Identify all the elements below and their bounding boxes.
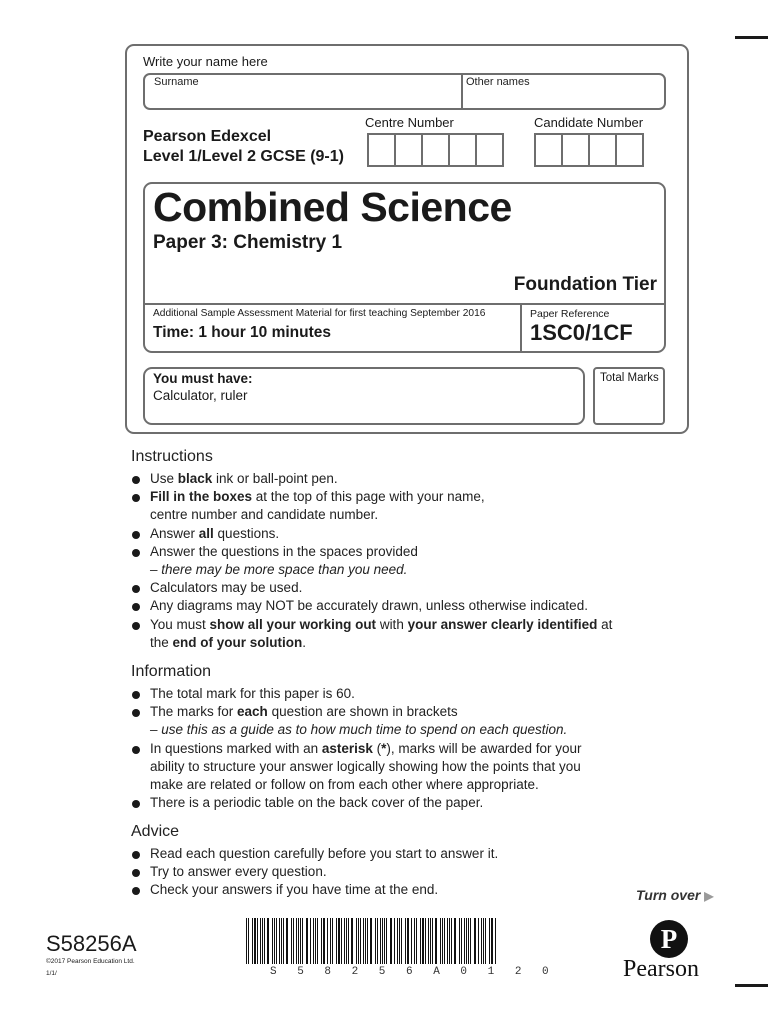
barcode-bar — [302, 918, 303, 964]
crop-mark-top-right — [735, 36, 768, 39]
text: ink or ball-point pen. — [212, 471, 338, 486]
candidate-number-boxes — [534, 133, 642, 167]
list-item — [131, 794, 691, 812]
advice-list — [131, 845, 691, 900]
surname-label: Surname — [154, 76, 199, 88]
text: Check your answers if you have time at the end. — [150, 882, 439, 898]
barcode-bar — [260, 918, 261, 964]
barcode-bar — [468, 918, 469, 964]
barcode-bar — [407, 918, 409, 964]
list-item — [131, 881, 691, 899]
digit-box — [615, 133, 644, 167]
paper-reference-label: Paper Reference — [530, 308, 610, 320]
barcode-text: S 5 8 2 5 6 A 0 1 2 0 — [270, 966, 556, 978]
barcode-bar — [246, 918, 247, 964]
crop-mark-bottom-right — [735, 984, 768, 987]
barcode-bar — [367, 918, 368, 964]
barcode-bar — [279, 918, 280, 964]
qualification-level: Level 1/Level 2 GCSE (9-1) — [143, 148, 344, 165]
pearson-logo-text: Pearson — [623, 956, 699, 982]
paper-title: Paper 3: Chemistry 1 — [153, 232, 343, 253]
turn-over — [636, 887, 713, 903]
barcode-bar — [363, 918, 364, 964]
barcode-bar — [425, 918, 426, 964]
barcode-bar — [390, 918, 392, 964]
turn-over-label: Turn over — [636, 887, 701, 903]
title-divider — [145, 303, 664, 305]
barcode-bar — [254, 918, 256, 964]
barcode-bar — [495, 918, 496, 964]
text: Use — [150, 471, 178, 486]
list-item — [131, 543, 691, 579]
text: You must — [150, 616, 210, 632]
barcode-bar — [344, 918, 345, 964]
list-item — [131, 488, 691, 524]
text: question are shown in brackets — [267, 704, 458, 720]
barcode-bar — [459, 918, 460, 964]
barcode-bar — [474, 918, 476, 964]
text: The marks for — [150, 704, 238, 720]
text: questions. — [213, 525, 280, 541]
list-item — [131, 845, 691, 863]
page-code: 1/1/ — [46, 970, 57, 977]
barcode-bar — [447, 918, 448, 964]
barcode-bar — [267, 918, 269, 964]
barcode-bar — [310, 918, 311, 964]
barcode-bar — [358, 918, 359, 964]
italic-note: – there may be more space than you need. — [150, 562, 408, 578]
italic-note: – use this as a guide as to how much time to spend on each question. — [150, 722, 568, 738]
barcode-bar — [466, 918, 467, 964]
additional-sample-text: Additional Sample Assessment Material for first teaching September 2016 — [153, 308, 486, 319]
barcode-bar — [264, 918, 265, 964]
write-name-label: Write your name here — [143, 54, 268, 69]
barcode-bar — [401, 918, 402, 964]
must-have-box — [143, 367, 585, 425]
candidate-number-label: Candidate Number — [534, 115, 644, 130]
barcode-bar — [449, 918, 450, 964]
barcode-bar — [274, 918, 275, 964]
centre-number-boxes — [367, 133, 502, 167]
text: There is a periodic table on the back cover of the paper. — [150, 795, 484, 811]
total-marks-label: Total Marks — [600, 372, 659, 384]
barcode-bar — [293, 918, 294, 964]
emphasis: each — [237, 704, 268, 720]
must-have-items: Calculator, ruler — [153, 388, 248, 403]
barcode-bar — [300, 918, 301, 964]
barcode-bar — [317, 918, 318, 964]
instructions-list — [131, 470, 691, 652]
barcode-bar — [298, 918, 299, 964]
barcode-bar — [276, 918, 277, 964]
emphasis: black — [177, 471, 213, 486]
emphasis: all — [198, 525, 214, 541]
barcode-bar — [464, 918, 465, 964]
digit-box — [421, 133, 450, 167]
barcode-bar — [491, 918, 493, 964]
barcode-bar — [332, 918, 333, 964]
emphasis: Fill in the boxes — [150, 489, 253, 505]
list-item — [131, 703, 691, 739]
text: Read each question carefully before you start to answer it. — [150, 846, 499, 861]
barcode-bar — [470, 918, 471, 964]
barcode-bar — [397, 918, 398, 964]
paper-code: S58256A — [46, 931, 137, 956]
barcode-bar — [478, 918, 479, 964]
barcode-bar — [386, 918, 387, 964]
barcode-bar — [461, 918, 462, 964]
text: The total mark for this paper is 60. — [150, 686, 355, 701]
other-names-label: Other names — [466, 76, 530, 88]
barcode-bar — [348, 918, 349, 964]
information-heading: Information — [131, 663, 212, 680]
text: Calculators may be used. — [150, 580, 303, 596]
barcode-bar — [252, 918, 253, 964]
barcode-bar — [356, 918, 357, 964]
list-item — [131, 470, 691, 488]
barcode-bar — [375, 918, 376, 964]
barcode-bar — [405, 918, 406, 964]
copyright: ©2017 Pearson Education Ltd. — [46, 958, 135, 965]
board-name: Pearson Edexcel — [143, 128, 272, 145]
barcode-bar — [365, 918, 366, 964]
emphasis: asterisk — [321, 740, 373, 756]
pearson-logo-mark — [650, 920, 688, 958]
barcode-bar — [411, 918, 412, 964]
text: . — [302, 634, 307, 650]
barcode-bar — [432, 918, 433, 964]
emphasis: show all your working out — [209, 616, 377, 632]
must-have-label: You must have: — [153, 371, 253, 386]
barcode-bar — [382, 918, 383, 964]
barcode-bar — [346, 918, 347, 964]
text: Answer — [150, 525, 199, 541]
text: Any diagrams may NOT be accurately drawn, unless otherwise indicated. — [150, 598, 588, 614]
list-item — [131, 685, 691, 703]
barcode-bar — [291, 918, 292, 964]
text: ( — [372, 740, 382, 756]
text: Answer the questions in the spaces provided — [150, 543, 418, 559]
list-item — [131, 616, 691, 652]
subject-title: Combined Science — [153, 184, 512, 230]
list-item — [131, 597, 691, 615]
barcode-bar — [399, 918, 400, 964]
text: centre number and candidate number. — [150, 507, 379, 523]
barcode-bar — [451, 918, 452, 964]
barcode — [244, 918, 502, 966]
barcode-bar — [257, 918, 258, 964]
barcode-bar — [313, 918, 314, 964]
name-box — [143, 73, 666, 110]
text: with — [376, 616, 408, 632]
barcode-bar — [248, 918, 249, 964]
barcode-bar — [422, 918, 424, 964]
barcode-bar — [435, 918, 437, 964]
digit-box — [394, 133, 423, 167]
title-box — [143, 182, 666, 353]
barcode-bar — [323, 918, 325, 964]
emphasis: end of your solution — [172, 634, 303, 650]
name-divider — [461, 75, 463, 108]
barcode-bar — [330, 918, 331, 964]
triangle-right-icon: ▶ — [704, 889, 714, 903]
digit-box — [534, 133, 563, 167]
barcode-bar — [414, 918, 415, 964]
barcode-bar — [481, 918, 482, 964]
list-item — [131, 525, 691, 543]
list-item — [131, 579, 691, 597]
digit-box — [448, 133, 477, 167]
barcode-bar — [377, 918, 378, 964]
barcode-bar — [454, 918, 456, 964]
text: ability to structure your answer logically showing how the points that you — [150, 758, 581, 774]
barcode-bar — [315, 918, 316, 964]
barcode-bar — [351, 918, 353, 964]
centre-number-label: Centre Number — [365, 115, 454, 130]
barcode-bar — [442, 918, 443, 964]
barcode-bar — [306, 918, 308, 964]
barcode-bar — [483, 918, 484, 964]
barcode-bar — [420, 918, 421, 964]
barcode-bar — [380, 918, 381, 964]
information-list — [131, 685, 691, 812]
list-item — [131, 740, 691, 795]
barcode-bar — [394, 918, 395, 964]
reference-divider — [520, 303, 522, 353]
digit-box — [475, 133, 504, 167]
barcode-bar — [286, 918, 288, 964]
barcode-bar — [281, 918, 282, 964]
barcode-bar — [338, 918, 340, 964]
paper-reference: 1SC0/1CF — [530, 320, 633, 345]
digit-box — [561, 133, 590, 167]
text: In questions marked with an — [150, 740, 322, 756]
barcode-bar — [262, 918, 263, 964]
total-marks-box — [593, 367, 665, 425]
instructions-heading: Instructions — [131, 448, 213, 465]
emphasis: * — [381, 740, 387, 756]
advice-heading: Advice — [131, 823, 180, 840]
text: at the top of this page with your name, — [252, 489, 485, 505]
exam-time: Time: 1 hour 10 minutes — [153, 324, 332, 341]
barcode-bar — [440, 918, 441, 964]
digit-box — [367, 133, 396, 167]
barcode-bar — [321, 918, 322, 964]
barcode-bar — [296, 918, 297, 964]
emphasis: your answer clearly identified — [407, 616, 598, 632]
barcode-bar — [444, 918, 445, 964]
tier: Foundation Tier — [513, 274, 657, 295]
barcode-bar — [360, 918, 361, 964]
text: at — [597, 616, 613, 632]
text: the — [150, 634, 173, 650]
barcode-bar — [416, 918, 417, 964]
logo-letter: P — [660, 924, 678, 954]
barcode-bar — [384, 918, 385, 964]
barcode-bar — [283, 918, 284, 964]
barcode-bar — [327, 918, 328, 964]
barcode-bar — [430, 918, 431, 964]
barcode-bar — [341, 918, 342, 964]
digit-box — [588, 133, 617, 167]
barcode-bar — [336, 918, 337, 964]
text: ), marks will be awarded for your — [386, 740, 582, 756]
barcode-bar — [428, 918, 429, 964]
list-item — [131, 863, 691, 881]
barcode-bar — [370, 918, 372, 964]
barcode-bar — [489, 918, 490, 964]
text: make are related or follow on from each other where appropriate. — [150, 777, 539, 793]
barcode-bar — [485, 918, 486, 964]
barcode-bar — [272, 918, 273, 964]
text: Try to answer every question. — [150, 864, 327, 880]
